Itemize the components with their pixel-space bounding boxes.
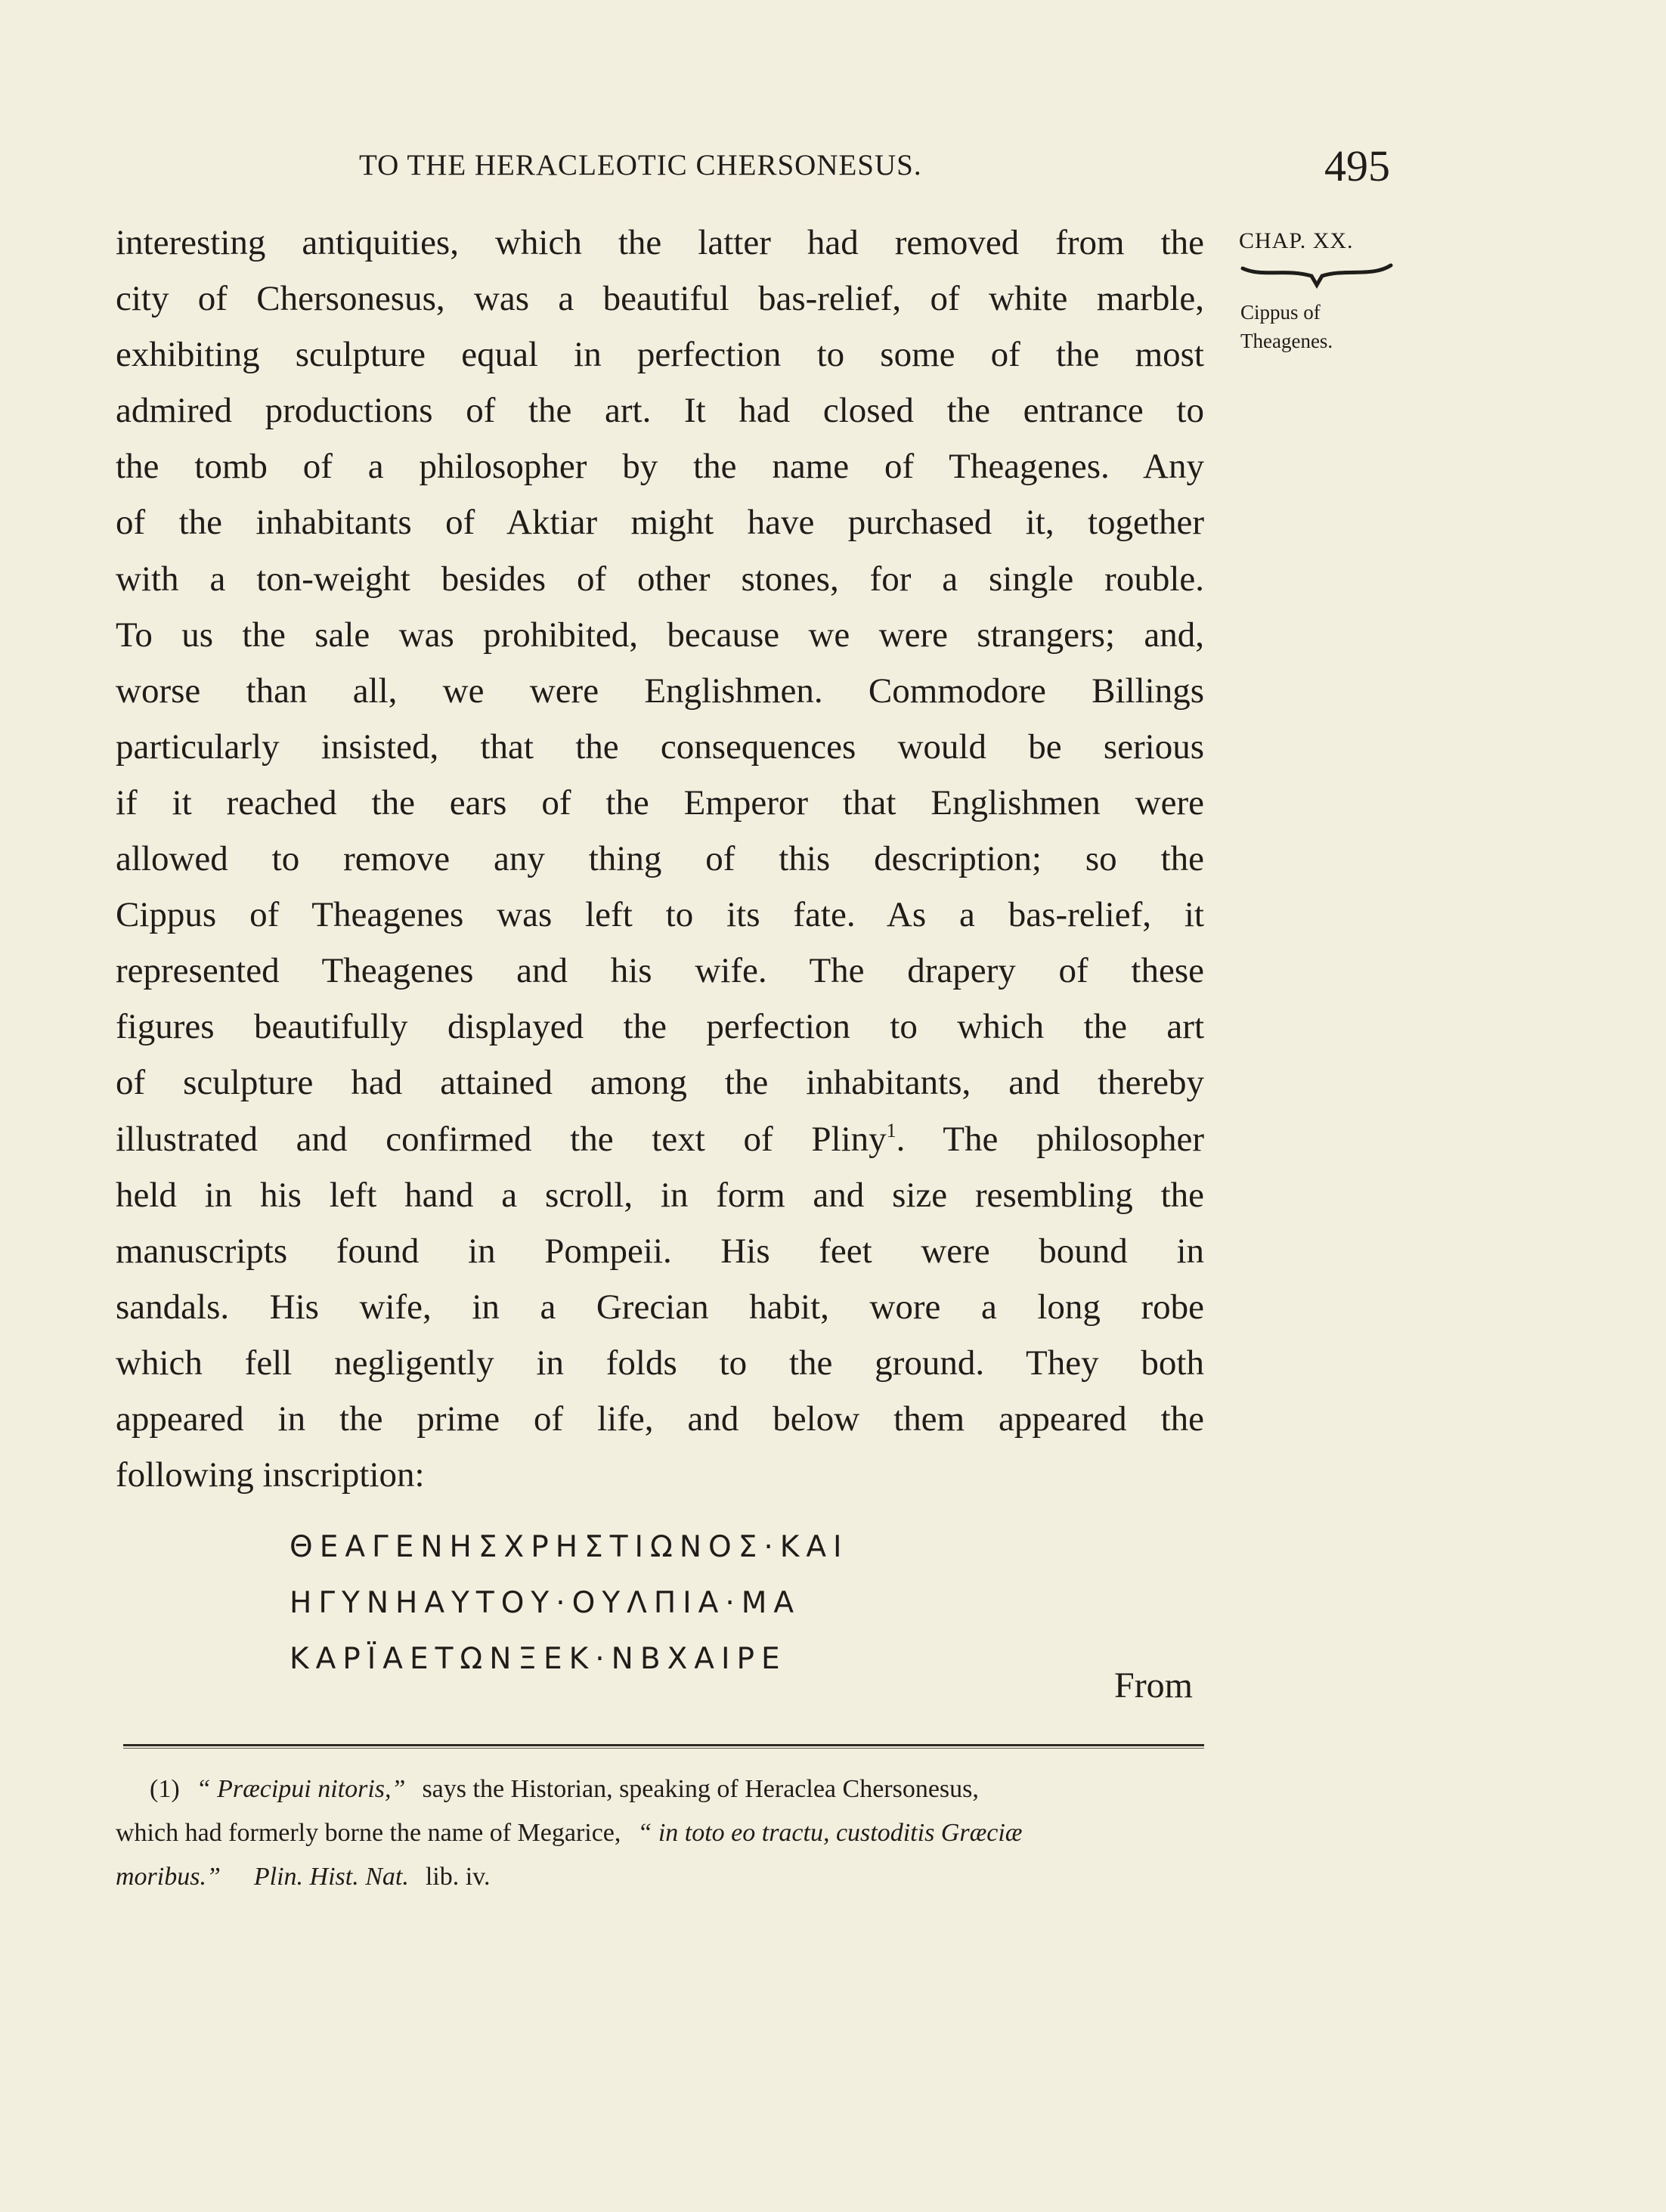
text-line: interesting antiquities, which the latter had removed from the	[116, 223, 1204, 262]
margin-chapter-label: CHAP. XX.	[1239, 228, 1354, 253]
text-line: with a ton-weight besides of other stones, for a single rouble.	[116, 559, 1204, 599]
inscription-line: ΘΕΑΓΕΝΗΣΧΡΗΣΤΙΩΝΟΣ·ΚΑΙ	[290, 1530, 849, 1564]
text-line: if it reached the ears of the Emperor that Englishmen were	[116, 782, 1204, 823]
page-number: 495	[1324, 141, 1390, 191]
text-line: of the inhabitants of Aktiar might have purchased it, together	[116, 503, 1204, 543]
margin-brace-icon	[1240, 261, 1395, 294]
footnote-rule	[123, 1744, 1204, 1746]
text-line: Cippus of Theagenes was left to its fate. As a bas-relief, it	[116, 895, 1204, 935]
text-line: exhibiting sculpture equal in perfection to some of the most	[116, 335, 1204, 375]
inscription-line: ΗΓΥΝΗΑΥΤΟΥ·ΟΥΛΠΙΑ·ΜΑ	[290, 1586, 801, 1620]
text-line: which fell negligently in folds to the ground. They both	[116, 1343, 1204, 1383]
text-line: manuscripts found in Pompeii. His feet were bound in	[116, 1231, 1204, 1271]
text-line: figures beautifully displayed the perfection to which the art	[116, 1007, 1204, 1047]
text-fragment: illustrated and confirmed the text of Pliny	[116, 1119, 887, 1159]
margin-note	[1240, 298, 1392, 355]
footnote-ref[interactable]: 1	[886, 1119, 896, 1142]
footnotes	[116, 1767, 1204, 1899]
footnote-line	[116, 1767, 1204, 1811]
greek-inscription	[290, 1520, 849, 1687]
text-line-with-footnote-ref	[116, 1111, 1204, 1167]
text-line: the tomb of a philosopher by the name of Theagenes. Any	[116, 447, 1204, 487]
body-text	[116, 215, 1204, 1503]
text-line: following inscription:	[116, 1455, 425, 1495]
footnote-citation-tail: lib. iv.	[425, 1863, 491, 1891]
text-line: city of Chersonesus, was a beautiful bas-relief, of white marble,	[116, 279, 1204, 319]
inscription-line: ΚΑΡΪΑΕΤΩΝΞΕΚ·ΝΒΧΑΙΡΕ	[290, 1642, 787, 1676]
footnote-line	[116, 1811, 1204, 1855]
margin-note-line: Cippus of	[1240, 301, 1321, 324]
text-line: represented Theagenes and his wife. The drapery of these	[116, 951, 1204, 991]
text-line: particularly insisted, that the consequences would be serious	[116, 726, 1204, 767]
catchword: From	[1114, 1665, 1194, 1705]
text-line: of sculpture had attained among the inhabitants, and thereby	[116, 1063, 1204, 1103]
text-line: admired productions of the art. It had closed the entrance to	[116, 391, 1204, 431]
margin-note-line: Theagenes.	[1240, 330, 1333, 352]
text-fragment: . The philosopher	[896, 1119, 1205, 1159]
footnote-text: says the Historian, speaking of Heraclea Chersonesus,	[422, 1775, 979, 1803]
text-line: appeared in the prime of life, and below them appeared the	[116, 1399, 1204, 1439]
text-line: sandals. His wife, in a Grecian habit, wore a long robe	[116, 1287, 1204, 1327]
footnote-quote: moribus.”	[116, 1863, 221, 1891]
footnote-citation: Plin. Hist. Nat.	[253, 1863, 409, 1891]
text-line: allowed to remove any thing of this description; so the	[116, 839, 1204, 879]
text-line: worse than all, we were Englishmen. Commodore Billings	[116, 671, 1204, 711]
footnote-line	[116, 1855, 1204, 1899]
text-line: held in his left hand a scroll, in form and size resembling the	[116, 1175, 1204, 1215]
footnote-text: which had formerly borne the name of Megarice,	[116, 1819, 621, 1847]
footnote-number: (1)	[150, 1775, 180, 1803]
footnote-quote: “ in toto eo tractu, custoditis Græciæ	[637, 1819, 1023, 1847]
footnote-rule-thin	[123, 1748, 1204, 1749]
text-line: To us the sale was prohibited, because we were strangers; and,	[116, 615, 1204, 655]
footnote-quote: “ Præcipui nitoris,”	[196, 1775, 406, 1803]
running-head: TO THE HERACLEOTIC CHERSONESUS.	[359, 149, 922, 181]
